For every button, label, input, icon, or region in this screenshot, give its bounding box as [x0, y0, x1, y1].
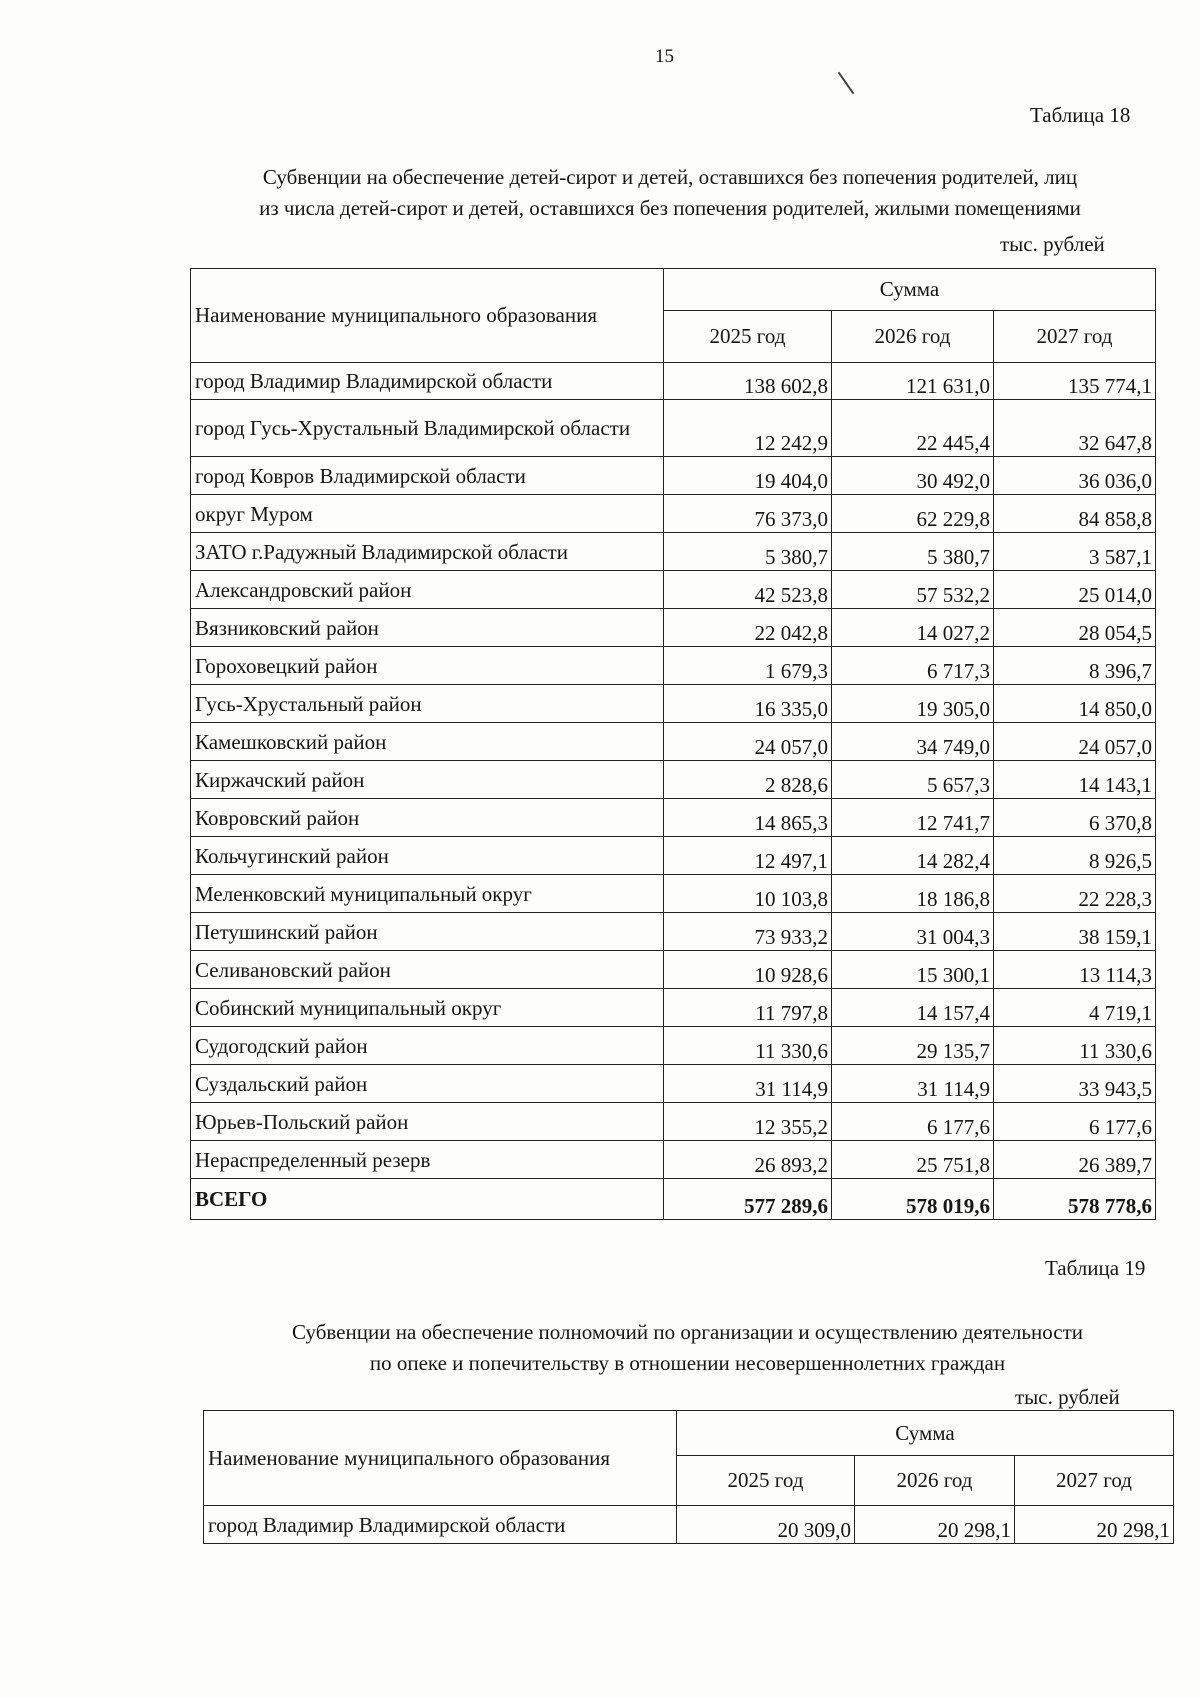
- table-row: [191, 609, 1156, 647]
- table-18-header-name: Наименование муниципального образования: [191, 269, 664, 363]
- value-2027: 14 850,0: [994, 685, 1156, 723]
- value-2026: 5 657,3: [832, 761, 994, 799]
- value-2025: 1 679,3: [664, 647, 832, 685]
- municipality-name: город Ковров Владимирской области: [191, 457, 664, 495]
- total-2026: 578 019,6: [832, 1179, 994, 1220]
- value-2025: 31 114,9: [664, 1065, 832, 1103]
- municipality-name: Вязниковский район: [191, 609, 664, 647]
- value-2026: 19 305,0: [832, 685, 994, 723]
- table-row: [191, 951, 1156, 989]
- municipality-name: Киржачский район: [191, 761, 664, 799]
- table-row: [191, 647, 1156, 685]
- table-row: [191, 400, 1156, 457]
- value-2026: 15 300,1: [832, 951, 994, 989]
- table-19-header-name: Наименование муниципального образования: [204, 1411, 677, 1506]
- value-2027: 32 647,8: [994, 400, 1156, 457]
- value-2025: 2 828,6: [664, 761, 832, 799]
- value-2027: 6 177,6: [994, 1103, 1156, 1141]
- value-2025: 24 057,0: [664, 723, 832, 761]
- municipality-name: Судогодский район: [191, 1027, 664, 1065]
- table-row: [191, 685, 1156, 723]
- table-18-units: тыс. рублей: [1000, 232, 1105, 256]
- scan-mark: [838, 72, 855, 94]
- value-2027: 14 143,1: [994, 761, 1156, 799]
- table-19-header-year: 2025 год: [677, 1456, 855, 1506]
- table-row: [191, 761, 1156, 799]
- value-2027: 8 396,7: [994, 647, 1156, 685]
- table-18-title: [180, 162, 1160, 224]
- value-2027: 6 370,8: [994, 799, 1156, 837]
- value-2027: 36 036,0: [994, 457, 1156, 495]
- value-2025: 26 893,2: [664, 1141, 832, 1179]
- municipality-name: Нераспределенный резерв: [191, 1141, 664, 1179]
- value-2027: 28 054,5: [994, 609, 1156, 647]
- table-18-title-line2: из числа детей-сирот и детей, оставшихся без попечения родителей, жилыми помещениями: [259, 196, 1081, 220]
- value-2026: 31 004,3: [832, 913, 994, 951]
- value-2027: 11 330,6: [994, 1027, 1156, 1065]
- value-2026: 14 157,4: [832, 989, 994, 1027]
- municipality-name: город Владимир Владимирской области: [204, 1506, 677, 1544]
- value-2025: 138 602,8: [664, 363, 832, 400]
- municipality-name: Суздальский район: [191, 1065, 664, 1103]
- table-19-title: [200, 1317, 1175, 1379]
- value-2025: 12 242,9: [664, 400, 832, 457]
- municipality-name: город Гусь-Хрустальный Владимирской области: [191, 400, 664, 457]
- table-row: [191, 837, 1156, 875]
- value-2027: 25 014,0: [994, 571, 1156, 609]
- value-2025: 10 928,6: [664, 951, 832, 989]
- municipality-name: Юрьев-Польский район: [191, 1103, 664, 1141]
- table-row: [191, 1065, 1156, 1103]
- table-row: [191, 989, 1156, 1027]
- municipality-name: Александровский район: [191, 571, 664, 609]
- page-number: 15: [655, 46, 674, 67]
- value-2027: 33 943,5: [994, 1065, 1156, 1103]
- value-2025: 19 404,0: [664, 457, 832, 495]
- municipality-name: Петушинский район: [191, 913, 664, 951]
- value-2026: 6 717,3: [832, 647, 994, 685]
- value-2026: 29 135,7: [832, 1027, 994, 1065]
- table-row: [191, 495, 1156, 533]
- table-18: [190, 268, 1156, 1220]
- total-label: ВСЕГО: [191, 1179, 664, 1220]
- table-18-header-year: 2027 год: [994, 311, 1156, 363]
- value-2027: 26 389,7: [994, 1141, 1156, 1179]
- table-row: [191, 1103, 1156, 1141]
- table-row: [191, 1141, 1156, 1179]
- value-2027: 8 926,5: [994, 837, 1156, 875]
- value-2025: 14 865,3: [664, 799, 832, 837]
- value-2027: 22 228,3: [994, 875, 1156, 913]
- table-19-units: тыс. рублей: [1015, 1385, 1120, 1409]
- municipality-name: Камешковский район: [191, 723, 664, 761]
- value-2026: 18 186,8: [832, 875, 994, 913]
- table-row: [191, 533, 1156, 571]
- table-19-header-year: 2026 год: [855, 1456, 1015, 1506]
- municipality-name: Гороховецкий район: [191, 647, 664, 685]
- table-19-label: Таблица 19: [1045, 1256, 1146, 1280]
- value-2025: 11 797,8: [664, 989, 832, 1027]
- value-2025: 20 309,0: [677, 1506, 855, 1544]
- table-row: [191, 799, 1156, 837]
- value-2026: 62 229,8: [832, 495, 994, 533]
- value-2026: 14 027,2: [832, 609, 994, 647]
- value-2025: 73 933,2: [664, 913, 832, 951]
- total-2025: 577 289,6: [664, 1179, 832, 1220]
- value-2026: 34 749,0: [832, 723, 994, 761]
- table-18-title-line1: Субвенции на обеспечение детей-сирот и детей, оставшихся без попечения родителей, лиц: [262, 165, 1078, 189]
- total-2027: 578 778,6: [994, 1179, 1156, 1220]
- value-2025: 10 103,8: [664, 875, 832, 913]
- table-row: [191, 913, 1156, 951]
- table-19-header-sum: Сумма: [677, 1411, 1174, 1456]
- value-2025: 42 523,8: [664, 571, 832, 609]
- table-19-title-line1: Субвенции на обеспечение полномочий по организации и осуществлению деятельности: [292, 1320, 1083, 1344]
- table-row: [191, 363, 1156, 400]
- value-2026: 25 751,8: [832, 1141, 994, 1179]
- table-19-header-year: 2027 год: [1015, 1456, 1174, 1506]
- table-19: [203, 1410, 1174, 1544]
- value-2026: 14 282,4: [832, 837, 994, 875]
- value-2027: 4 719,1: [994, 989, 1156, 1027]
- value-2027: 24 057,0: [994, 723, 1156, 761]
- table-row: [191, 571, 1156, 609]
- table-18-header-sum: Сумма: [664, 269, 1156, 311]
- municipality-name: город Владимир Владимирской области: [191, 363, 664, 400]
- value-2027: 20 298,1: [1015, 1506, 1174, 1544]
- table-row: [191, 1027, 1156, 1065]
- value-2027: 3 587,1: [994, 533, 1156, 571]
- value-2027: 135 774,1: [994, 363, 1156, 400]
- table-18-label: Таблица 18: [1030, 103, 1131, 127]
- value-2025: 22 042,8: [664, 609, 832, 647]
- table-18-header-year: 2026 год: [832, 311, 994, 363]
- value-2027: 13 114,3: [994, 951, 1156, 989]
- value-2026: 12 741,7: [832, 799, 994, 837]
- table-row: [191, 457, 1156, 495]
- value-2026: 5 380,7: [832, 533, 994, 571]
- municipality-name: Кольчугинский район: [191, 837, 664, 875]
- table-19-title-line2: по опеке и попечительству в отношении несовершеннолетних граждан: [369, 1351, 1006, 1375]
- value-2026: 6 177,6: [832, 1103, 994, 1141]
- table-total-row: [191, 1179, 1156, 1220]
- value-2026: 20 298,1: [855, 1506, 1015, 1544]
- value-2026: 30 492,0: [832, 457, 994, 495]
- municipality-name: Меленковский муниципальный округ: [191, 875, 664, 913]
- value-2026: 31 114,9: [832, 1065, 994, 1103]
- table-row: [191, 723, 1156, 761]
- value-2025: 11 330,6: [664, 1027, 832, 1065]
- value-2025: 76 373,0: [664, 495, 832, 533]
- value-2025: 12 497,1: [664, 837, 832, 875]
- value-2025: 5 380,7: [664, 533, 832, 571]
- value-2026: 121 631,0: [832, 363, 994, 400]
- municipality-name: округ Муром: [191, 495, 664, 533]
- value-2027: 84 858,8: [994, 495, 1156, 533]
- municipality-name: Гусь-Хрустальный район: [191, 685, 664, 723]
- municipality-name: Собинский муниципальный округ: [191, 989, 664, 1027]
- value-2026: 22 445,4: [832, 400, 994, 457]
- value-2025: 12 355,2: [664, 1103, 832, 1141]
- value-2026: 57 532,2: [832, 571, 994, 609]
- table-row: [191, 875, 1156, 913]
- municipality-name: Ковровский район: [191, 799, 664, 837]
- municipality-name: ЗАТО г.Радужный Владимирской области: [191, 533, 664, 571]
- value-2027: 38 159,1: [994, 913, 1156, 951]
- table-18-header-year: 2025 год: [664, 311, 832, 363]
- table-row: [204, 1506, 1174, 1544]
- value-2025: 16 335,0: [664, 685, 832, 723]
- municipality-name: Селивановский район: [191, 951, 664, 989]
